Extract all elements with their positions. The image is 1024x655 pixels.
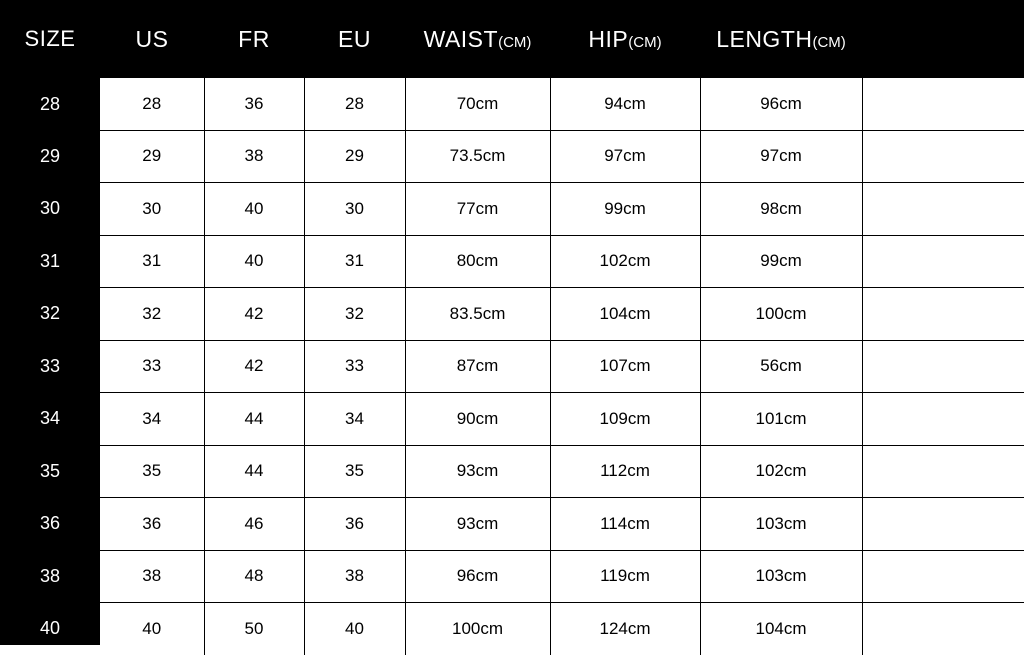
cell-size: 29 — [39, 145, 61, 166]
cell-eu: 29 — [304, 130, 405, 183]
cell-spacer — [862, 445, 1024, 498]
table-row — [0, 445, 1024, 498]
cell-length: 101cm — [700, 393, 862, 446]
cell-us: 29 — [100, 130, 204, 183]
table-row — [0, 603, 1024, 655]
cell-fr: 42 — [204, 340, 304, 393]
cell-fr: 40 — [204, 183, 304, 236]
table-row — [0, 288, 1024, 341]
cell-waist: 73.5cm — [405, 130, 550, 183]
cell-fr: 44 — [204, 445, 304, 498]
cell-fr: 40 — [204, 235, 304, 288]
cell-us: 32 — [100, 288, 204, 341]
cell-length: 102cm — [700, 445, 862, 498]
cell-eu: 31 — [304, 235, 405, 288]
cell-spacer — [862, 603, 1024, 655]
column-header-hip — [550, 0, 700, 78]
cell-spacer — [862, 393, 1024, 446]
cell-size: 32 — [39, 303, 61, 324]
cell-us: 36 — [100, 498, 204, 551]
table-row — [0, 393, 1024, 446]
cell-spacer — [862, 498, 1024, 551]
table-row — [0, 78, 1024, 130]
table-row — [0, 235, 1024, 288]
cell-waist: 70cm — [405, 78, 550, 130]
cell-length: 97cm — [700, 130, 862, 183]
cell-spacer — [862, 130, 1024, 183]
table-row — [0, 130, 1024, 183]
cell-us: 33 — [100, 340, 204, 393]
cell-hip: 114cm — [550, 498, 700, 551]
cell-us: 30 — [100, 183, 204, 236]
table-body — [0, 78, 1024, 655]
cell-waist: 80cm — [405, 235, 550, 288]
cell-fr: 48 — [204, 550, 304, 603]
cell-eu: 40 — [304, 603, 405, 655]
cell-waist: 93cm — [405, 445, 550, 498]
cell-us: 28 — [100, 78, 204, 130]
cell-fr: 46 — [204, 498, 304, 551]
cell-hip: 104cm — [550, 288, 700, 341]
cell-fr: 44 — [204, 393, 304, 446]
column-header-us-label: US — [135, 25, 169, 52]
column-header-eu-label: EU — [338, 25, 371, 52]
cell-us: 31 — [100, 235, 204, 288]
column-header-size — [0, 0, 100, 78]
column-header-length — [700, 0, 862, 78]
cell-eu: 38 — [304, 550, 405, 603]
column-header-size-label: SIZE — [24, 26, 76, 51]
cell-spacer — [862, 183, 1024, 236]
cell-hip: 119cm — [550, 550, 700, 603]
cell-hip: 112cm — [550, 445, 700, 498]
cell-hip: 102cm — [550, 235, 700, 288]
cell-length: 103cm — [700, 550, 862, 603]
cell-us: 35 — [100, 445, 204, 498]
cell-eu: 36 — [304, 498, 405, 551]
cell-length: 56cm — [700, 340, 862, 393]
cell-hip: 107cm — [550, 340, 700, 393]
cell-size: 36 — [39, 513, 61, 534]
column-header-waist — [405, 0, 550, 78]
cell-fr: 36 — [204, 78, 304, 130]
cell-waist: 83.5cm — [405, 288, 550, 341]
cell-us: 38 — [100, 550, 204, 603]
cell-eu: 34 — [304, 393, 405, 446]
column-header-hip-unit: (CM) — [628, 33, 662, 51]
cell-size: 31 — [39, 250, 61, 271]
table-row — [0, 183, 1024, 236]
cell-waist: 87cm — [405, 340, 550, 393]
cell-spacer — [862, 78, 1024, 130]
cell-fr: 42 — [204, 288, 304, 341]
cell-spacer — [862, 288, 1024, 341]
header-row — [0, 0, 1024, 78]
cell-spacer — [862, 550, 1024, 603]
column-header-length-unit: (CM) — [812, 33, 846, 51]
cell-length: 100cm — [700, 288, 862, 341]
cell-waist: 100cm — [405, 603, 550, 655]
cell-size: 33 — [39, 355, 61, 376]
cell-fr: 50 — [204, 603, 304, 655]
column-header-waist-label: WAIST — [423, 25, 499, 52]
column-header-waist-unit: (CM) — [498, 33, 532, 51]
table-row — [0, 340, 1024, 393]
cell-size: 28 — [39, 93, 61, 114]
cell-us: 40 — [100, 603, 204, 655]
cell-hip: 109cm — [550, 393, 700, 446]
cell-hip: 124cm — [550, 603, 700, 655]
column-header-fr — [204, 0, 304, 78]
cell-size: 34 — [39, 408, 61, 429]
cell-length: 103cm — [700, 498, 862, 551]
cell-hip: 99cm — [550, 183, 700, 236]
cell-eu: 32 — [304, 288, 405, 341]
cell-size: 40 — [39, 618, 61, 638]
column-header-us — [100, 0, 204, 78]
cell-eu: 33 — [304, 340, 405, 393]
cell-spacer — [862, 340, 1024, 393]
cell-waist: 77cm — [405, 183, 550, 236]
table-row — [0, 498, 1024, 551]
cell-waist: 90cm — [405, 393, 550, 446]
cell-us: 34 — [100, 393, 204, 446]
cell-length: 99cm — [700, 235, 862, 288]
cell-fr: 38 — [204, 130, 304, 183]
cell-size: 38 — [39, 565, 61, 586]
cell-waist: 93cm — [405, 498, 550, 551]
cell-eu: 28 — [304, 78, 405, 130]
cell-length: 104cm — [700, 603, 862, 655]
cell-length: 98cm — [700, 183, 862, 236]
column-header-spacer — [862, 0, 1024, 78]
cell-hip: 97cm — [550, 130, 700, 183]
cell-eu: 35 — [304, 445, 405, 498]
column-header-hip-label: HIP — [588, 25, 629, 52]
table-row — [0, 550, 1024, 603]
cell-size: 35 — [39, 460, 61, 481]
cell-spacer — [862, 235, 1024, 288]
column-header-length-label: LENGTH — [716, 25, 813, 52]
column-header-eu — [304, 0, 405, 78]
cell-waist: 96cm — [405, 550, 550, 603]
table-header — [0, 0, 1024, 78]
cell-size: 30 — [39, 198, 61, 219]
column-header-fr-label: FR — [238, 25, 270, 52]
cell-hip: 94cm — [550, 78, 700, 130]
cell-eu: 30 — [304, 183, 405, 236]
cell-length: 96cm — [700, 78, 862, 130]
